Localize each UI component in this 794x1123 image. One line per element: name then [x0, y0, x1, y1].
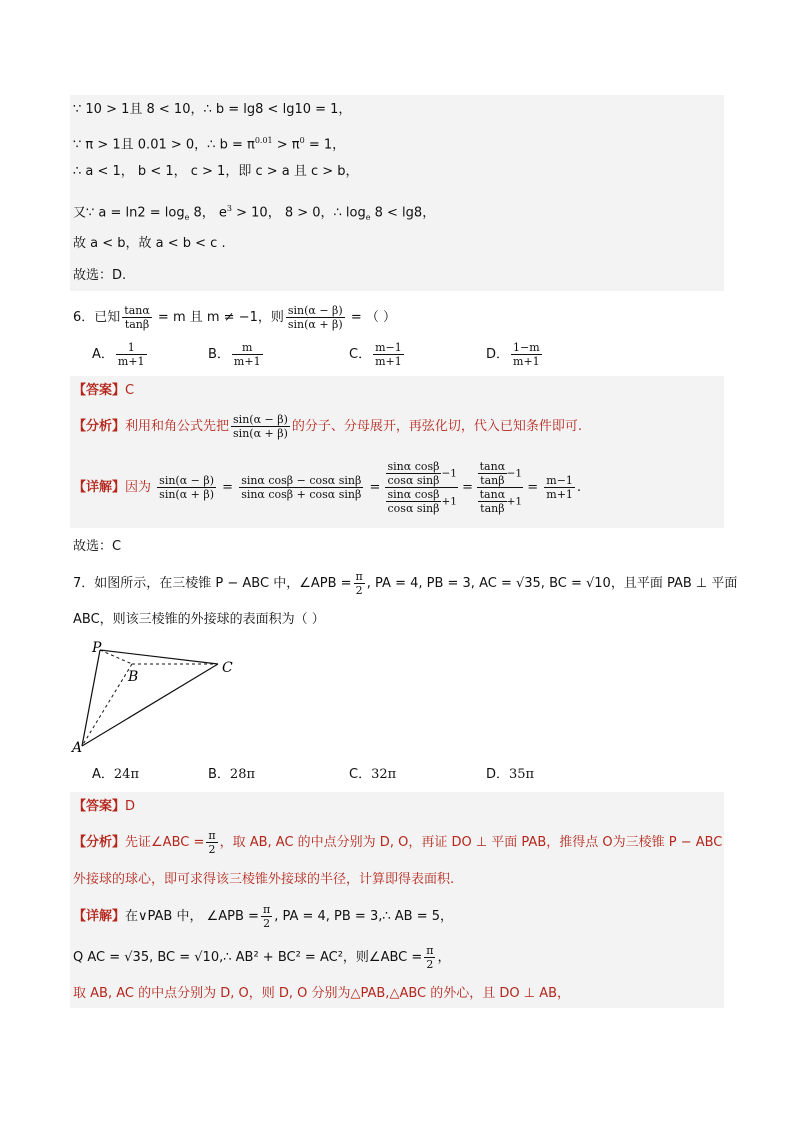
- q6-option-a: A． $\frac{1}{m+1}$: [92, 341, 145, 368]
- q7-stem-line-1: 7．如图所示，在三棱锥 P − ABC 中，∠APB = $\frac{\pi}{2}$ , PA = 4, PB = 3, AC = √35, BC = √10，且平面 PAB ⊥ 平面: [73, 570, 738, 597]
- q7-detail-line-1: 【详解】在∨PAB 中， ∠APB = $\frac{\pi}{2}$ , PA = 4, PB = 3,∴ AB = 5，: [73, 903, 454, 930]
- q7-option-b: B．28π: [208, 767, 256, 782]
- vertex-b-label: B: [128, 669, 139, 685]
- sol5-line-3: ∴ a < 1， b < 1， c > 1，即 c > a 且 c > b，: [73, 164, 359, 179]
- vertex-a-label: A: [72, 740, 83, 756]
- q7-stem-line-2: ABC，则该三棱锥的外接球的表面积为（ ）: [73, 612, 325, 627]
- edge-pc: [100, 650, 218, 664]
- q7-option-c: C．32π: [349, 767, 397, 782]
- q7-detail-line-2: Q AC = √35, BC = √10,∴ AB² + BC² = AC²，则∠ABC = $\frac{\pi}{2}$ ，: [73, 944, 451, 971]
- vertex-c-label: C: [222, 660, 233, 676]
- vertex-p-label: P: [92, 640, 102, 656]
- q6-answer: 【答案】C: [73, 383, 135, 398]
- q7-option-d: D．35π: [486, 767, 535, 782]
- q6-stem: 6．已知 $\frac{\tan\alpha}{\tan\beta}$ = m 且 m ≠ −1，则 $\frac{\sin(\alpha - \beta)}{\sin(\alpha + \beta)}$ = （ ）: [73, 304, 396, 331]
- q6-option-b: B． $\frac{m}{m+1}$: [208, 341, 261, 368]
- sol5-choice: 故选：D.: [73, 268, 127, 283]
- sol5-line-1: ∵ 10 > 1且 8 < 10，∴ b = lg8 < lg10 = 1，: [73, 102, 352, 117]
- tetrahedron-figure: [70, 636, 250, 756]
- q6-detail: 【详解】因为 $\frac{\sin(\alpha - \beta)}{\sin(\alpha + \beta)}$ = $\frac{\text{sinα cosβ − cosα sinβ}}{\text{sinα cosβ + cosα sinβ}}$ = $\frac{\text{sinα cosβ}}{\text{cosα sinβ}}$ −1 $\frac{\text{sinα cosβ}}{\text{cosα sinβ}}$ +1 = $\frac{\tan\alpha}{\tan\beta}$ −1 $\frac{\tan\alpha}{\tan\beta}$ +1 = $\frac{m-1}{m+1}$ .: [73, 460, 582, 515]
- solution-block-q5: [70, 95, 724, 291]
- q7-option-a: A．24π: [92, 767, 139, 782]
- q6-choice: 故选：C: [73, 539, 122, 554]
- sol5-line-5: 故 a < b，故 a < b < c .: [73, 236, 226, 251]
- q6-option-d: D． $\frac{1-m}{m+1}$: [486, 341, 540, 368]
- q7-answer: 【答案】D: [73, 799, 136, 814]
- q7-analysis-line-2: 外接球的球心，即可求得该三棱锥外接球的半径，计算即得表面积.: [73, 872, 455, 887]
- sol5-line-4: 又∵ $a = \ln 2 = \log_e 8$， $e^3 > 10$， 8 > 0，∴ $\log_e 8 < \lg 8$，: [73, 204, 436, 222]
- q6-analysis: 【分析】利用和角公式先把 $\frac{\sin(\alpha - \beta)}{\sin(\alpha + \beta)}$ 的分子、分母展开，再弦化切，代入已知条件即可.: [73, 413, 582, 440]
- q7-analysis-line-1: 【分析】先证∠ABC = $\frac{\pi}{2}$ ，取 AB, AC 的中点分别为 D, O，再证 DO ⊥ 平面 PAB，推得点 O为三棱锥 P − ABC: [73, 829, 723, 856]
- q7-detail-line-3: 取 AB, AC 的中点分别为 D, O，则 D, O 分别为△PAB,△ABC 的外心，且 DO ⊥ AB，: [73, 986, 571, 1001]
- edge-ac: [82, 664, 218, 746]
- sol5-line-2: ∵ π > 1且 0.01 > 0，∴ $b = \pi^{0.01} > \pi^0 = 1$，: [73, 136, 346, 153]
- q6-option-c: C． $\frac{m-1}{m+1}$: [349, 341, 402, 368]
